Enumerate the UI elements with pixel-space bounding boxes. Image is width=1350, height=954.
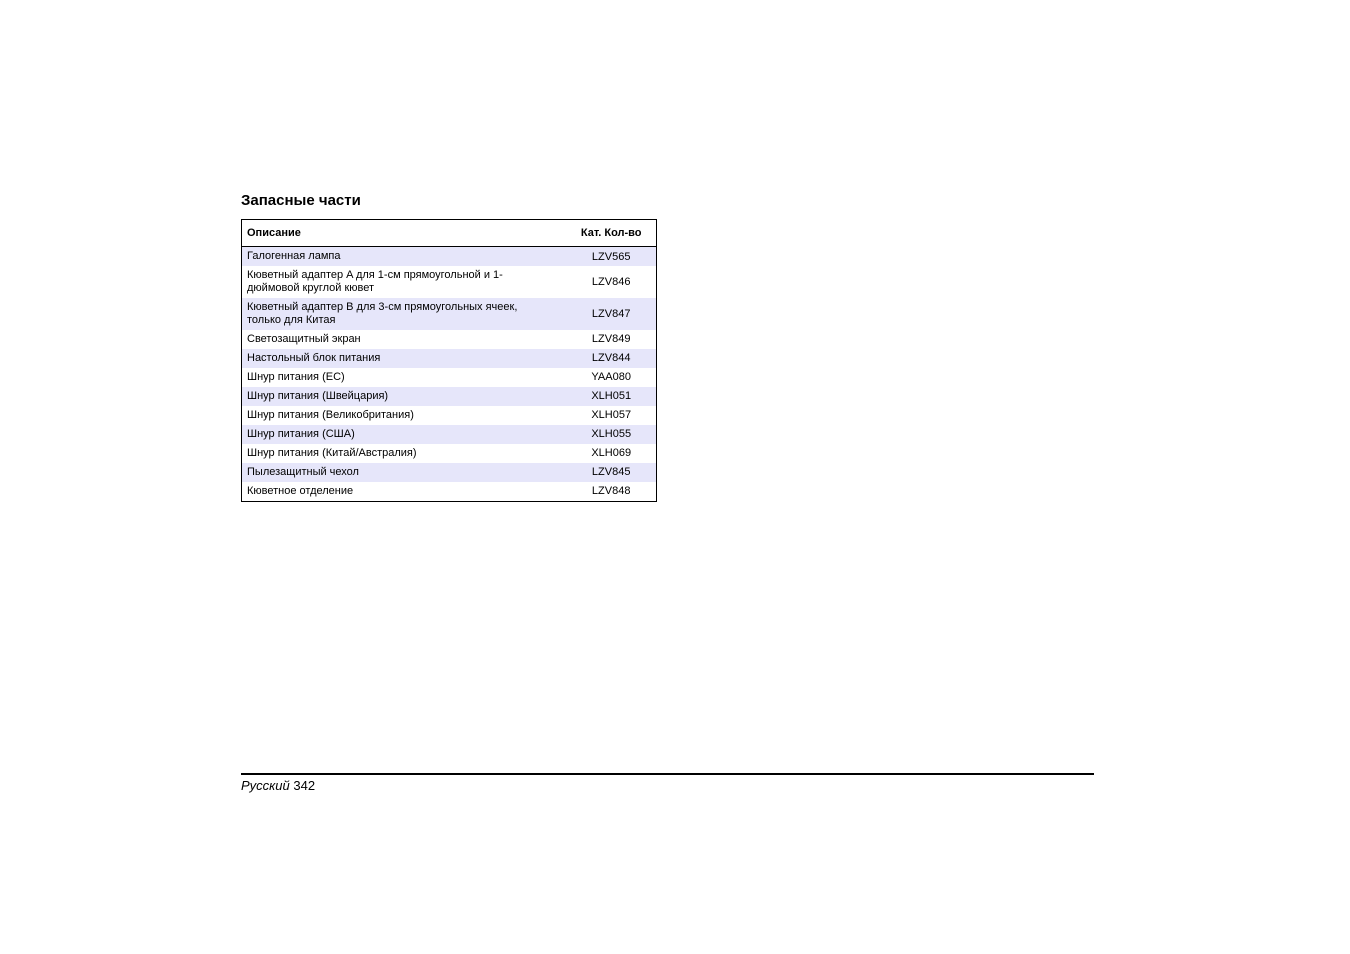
row-catalog: XLH055 [566, 425, 656, 444]
row-description [242, 406, 567, 425]
row-description-text: Кюветный адаптер A для 1-см прямоугольной и 1-дюймовой круглой кювет [247, 269, 503, 294]
row-catalog: LZV848 [591, 485, 631, 497]
row-description [242, 482, 567, 502]
table-row [242, 266, 657, 298]
table-row [242, 425, 657, 444]
table-row [242, 298, 657, 330]
row-description [242, 463, 567, 482]
row-description-text: Шнур питания (ЕС) [247, 371, 345, 383]
row-description [242, 247, 567, 267]
row-catalog: LZV849 [591, 333, 631, 345]
row-catalog: LZV847 [566, 298, 656, 330]
table-row [242, 387, 657, 406]
row-description [242, 387, 567, 406]
footer-page-number: 342 [293, 778, 316, 793]
row-catalog: LZV565 [566, 247, 656, 267]
table-header-row [242, 220, 657, 247]
section-title: Запасные части [241, 192, 361, 209]
row-description [242, 444, 567, 463]
row-description-text: Шнур питания (Великобритания) [247, 409, 414, 421]
row-description-text: Настольный блок питания [247, 352, 381, 364]
row-description-text: Кюветный адаптер B для 3-см прямоугольных ячеек, только для Китая [247, 301, 518, 326]
row-description-text: Шнур питания (Швейцария) [247, 390, 389, 402]
row-description-text: Шнур питания (Китай/Австралия) [247, 447, 417, 459]
row-description-text: Светозащитный экран [247, 333, 361, 345]
row-catalog: LZV845 [566, 463, 656, 482]
row-description [242, 349, 567, 368]
row-catalog: XLH057 [591, 409, 632, 421]
row-description-text: Галогенная лампа [247, 250, 341, 262]
table-row [242, 330, 657, 349]
table-row [242, 349, 657, 368]
row-catalog: LZV846 [591, 275, 631, 288]
header-description: Описание [242, 220, 567, 247]
row-description [242, 425, 567, 444]
table-row [242, 482, 657, 502]
row-catalog: LZV844 [566, 349, 656, 368]
spare-parts-table [241, 219, 657, 502]
table-row [242, 444, 657, 463]
table-row [242, 247, 657, 267]
table-row [242, 463, 657, 482]
footer-divider [241, 773, 1094, 775]
footer-language: Русский [241, 778, 290, 793]
row-description-text: Шнур питания (США) [247, 428, 355, 440]
row-description [242, 266, 567, 298]
table-row [242, 406, 657, 425]
row-catalog: XLH051 [566, 387, 656, 406]
table-row [242, 368, 657, 387]
row-catalog: YAA080 [591, 371, 631, 383]
page-footer [241, 778, 315, 793]
row-description [242, 330, 567, 349]
row-description-text: Пылезащитный чехол [247, 466, 359, 478]
row-description-text: Кюветное отделение [247, 485, 354, 497]
header-catalog: Кат. Кол-во [566, 220, 656, 247]
row-description [242, 298, 567, 330]
row-description [242, 368, 567, 387]
row-catalog: XLH069 [591, 447, 632, 459]
